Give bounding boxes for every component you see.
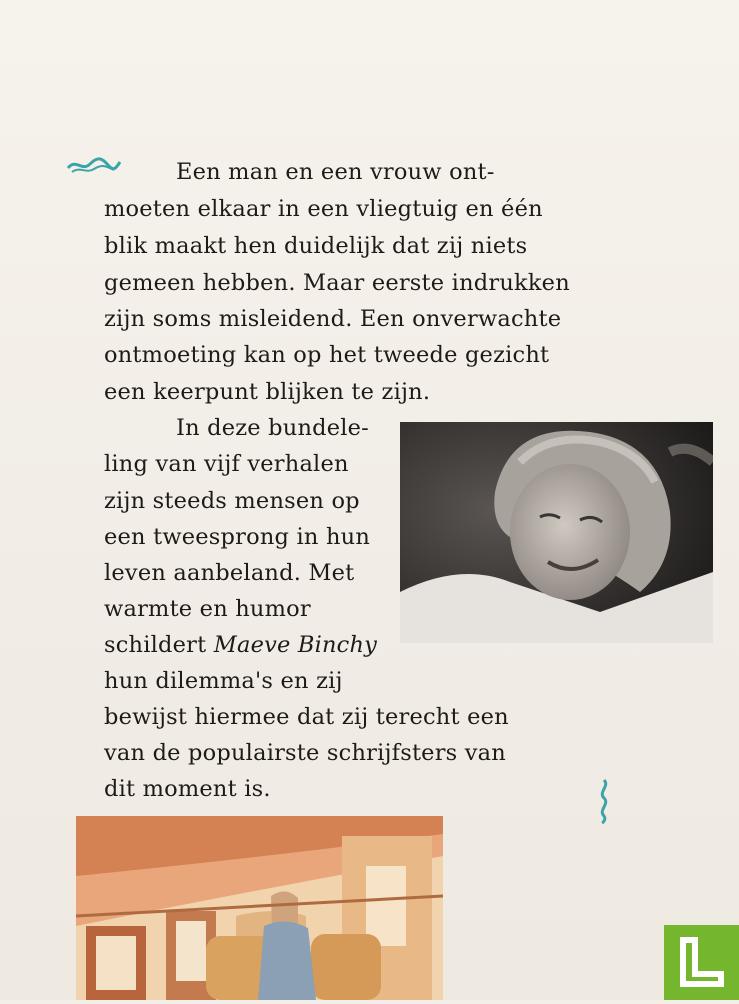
- blurb-line: bewijst hiermee dat zij terecht een: [104, 704, 509, 730]
- blurb-line: In deze bundele-: [176, 415, 369, 441]
- author-photo: [400, 422, 713, 643]
- cover-illustration: [76, 816, 443, 1000]
- blurb-line: ling van vijf verhalen: [104, 451, 349, 477]
- blurb-line: ontmoeting kan op het tweede gezicht: [104, 342, 550, 368]
- blurb-line: zijn soms misleidend. Een onverwachte: [104, 306, 562, 332]
- blurb-line: warmte en humor: [104, 596, 311, 622]
- blurb-line: gemeen hebben. Maar eerste indrukken: [104, 270, 570, 296]
- swirl-ornament-icon: [594, 778, 614, 824]
- blurb-line: Een man en een vrouw ont-: [176, 159, 495, 185]
- blurb-line: een keerpunt blijken te zijn.: [104, 379, 431, 405]
- blurb-line: zijn steeds mensen op: [104, 488, 360, 514]
- blurb-line: blik maakt hen duidelijk dat zij niets: [104, 233, 528, 259]
- blurb-line: dit moment is.: [104, 776, 271, 802]
- blurb-line-text: schildert: [104, 632, 207, 658]
- blurb-line: leven aanbeland. Met: [104, 560, 355, 586]
- blurb-line: een tweesprong in hun: [104, 524, 371, 550]
- blurb-line: moeten elkaar in een vliegtuig en één: [104, 196, 543, 222]
- blurb-line: van de populairste schrijfsters van: [104, 740, 506, 766]
- publisher-logo-icon: [664, 925, 739, 1000]
- blurb-line: [104, 630, 377, 660]
- blurb-line: hun dilemma's en zij: [104, 668, 343, 694]
- author-name: Maeve Binchy: [213, 632, 378, 658]
